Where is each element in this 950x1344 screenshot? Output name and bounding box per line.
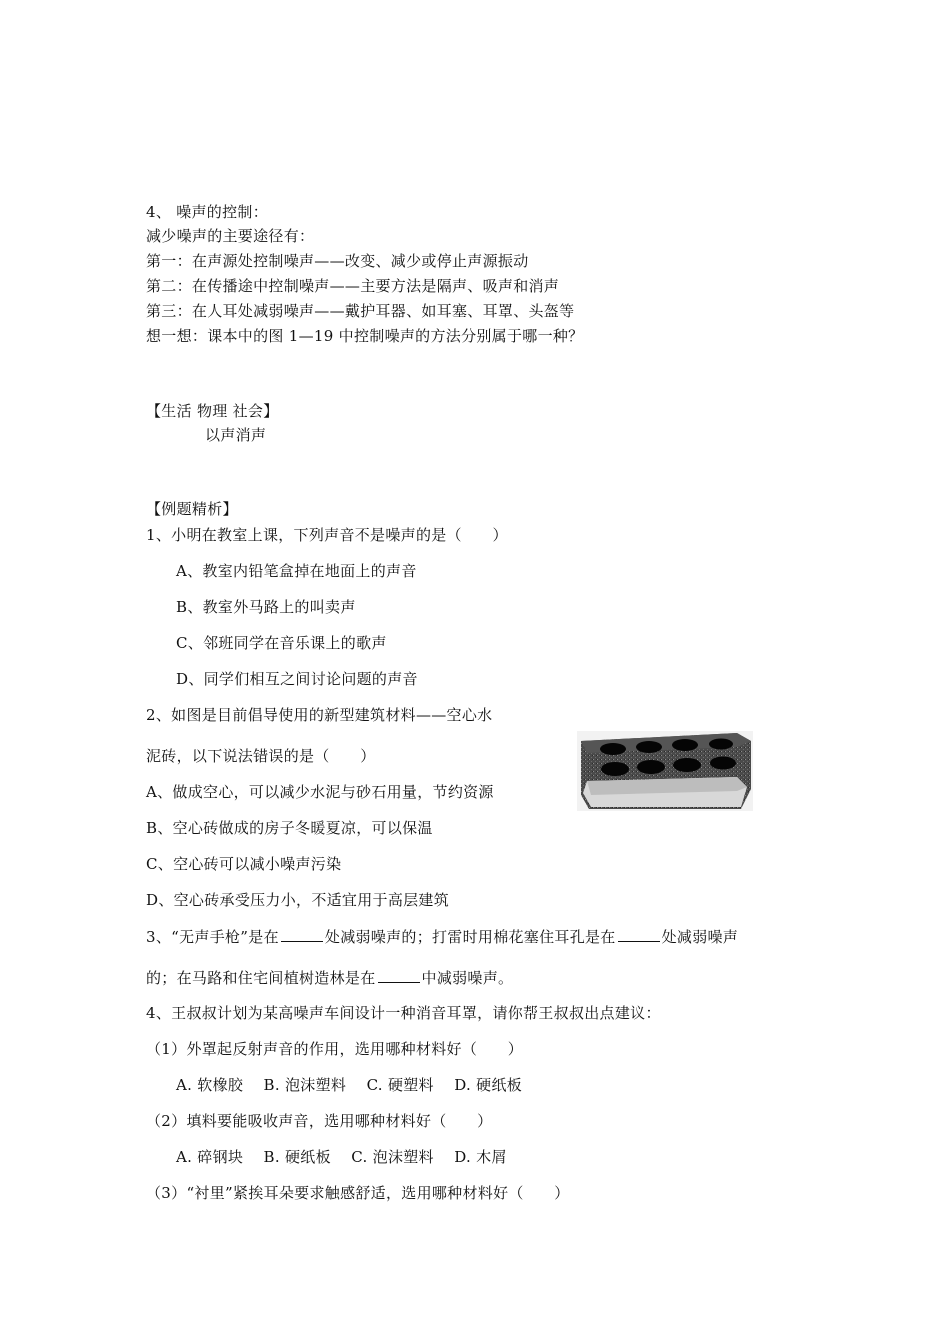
q4-sub3: （3）“衬里”紧挨耳朵要求触感舒适，选用哪种材料好（ ） xyxy=(146,1184,570,1202)
section-intro: 减少噪声的主要途径有： xyxy=(146,227,315,245)
q4-stem: 4、王叔叔计划为某高噪声车间设计一种消音耳罩，请你帮王叔叔出点建议： xyxy=(146,1004,661,1022)
q4-sub1-options: A. 软橡胶 B. 泡沫塑料 C. 硬塑料 D. 硬纸板 xyxy=(176,1076,523,1094)
q3-text-3: 处减弱噪声 xyxy=(661,928,739,946)
q3-text-4: 的；在马路和住宅间植树造林是在 xyxy=(146,969,376,987)
q3-line2 xyxy=(146,968,513,987)
q4-sub1: （1）外罩起反射声音的作用，选用哪种材料好（ ） xyxy=(146,1040,524,1058)
q2-option-b: B、空心砖做成的房子冬暖夏凉，可以保温 xyxy=(146,819,433,837)
q2-option-a: A、做成空心，可以减少水泥与砂石用量，节约资源 xyxy=(146,783,494,801)
q3-line1 xyxy=(146,927,738,946)
q1-option-d: D、同学们相互之间讨论问题的声音 xyxy=(176,670,418,688)
q1-option-a: A、教室内铅笔盒掉在地面上的声音 xyxy=(176,562,417,580)
q3-blank-3 xyxy=(378,968,420,983)
q3-blank-2 xyxy=(618,927,660,942)
q3-blank-1 xyxy=(281,927,323,942)
way-1: 第一：在声源处控制噪声——改变、减少或停止声源振动 xyxy=(146,252,529,270)
think-question: 想一想：课本中的图 1—19 中控制噪声的方法分别属于哪一种？ xyxy=(146,327,584,345)
life-topic: 以声消声 xyxy=(205,426,267,444)
q3-text-2: 处减弱噪声的；打雷时用棉花塞住耳孔是在 xyxy=(324,928,616,946)
q3-text-1: 3、“无声手枪”是在 xyxy=(146,928,279,946)
q2-option-d: D、空心砖承受压力小，不适宜用于高层建筑 xyxy=(146,891,450,909)
q2-stem-line1: 2、如图是目前倡导使用的新型建筑材料——空心水 xyxy=(146,706,493,724)
q4-sub2: （2）填料要能吸收声音，选用哪种材料好（ ） xyxy=(146,1112,493,1130)
life-heading: 【生活 物理 社会】 xyxy=(146,402,279,420)
q2-option-c: C、空心砖可以减小噪声污染 xyxy=(146,855,342,873)
q1-stem: 1、小明在教室上课，下列声音不是噪声的是（ ） xyxy=(146,526,508,544)
examples-heading: 【例题精析】 xyxy=(146,500,238,518)
way-3: 第三：在人耳处减弱噪声——戴护耳器、如耳塞、耳罩、头盔等 xyxy=(146,302,575,320)
q3-text-5: 中减弱噪声。 xyxy=(421,969,514,987)
way-2: 第二：在传播途中控制噪声——主要方法是隔声、吸声和消声 xyxy=(146,277,560,295)
q1-option-c: C、邻班同学在音乐课上的歌声 xyxy=(176,634,387,652)
q2-stem-line2: 泥砖，以下说法错误的是（ ） xyxy=(146,747,376,765)
q4-sub2-options: A. 碎钢块 B. 硬纸板 C. 泡沫塑料 D. 木屑 xyxy=(176,1148,507,1166)
section-title: 4、 噪声的控制： xyxy=(146,203,269,221)
hollow-brick-image xyxy=(577,731,753,811)
q1-option-b: B、教室外马路上的叫卖声 xyxy=(176,598,356,616)
